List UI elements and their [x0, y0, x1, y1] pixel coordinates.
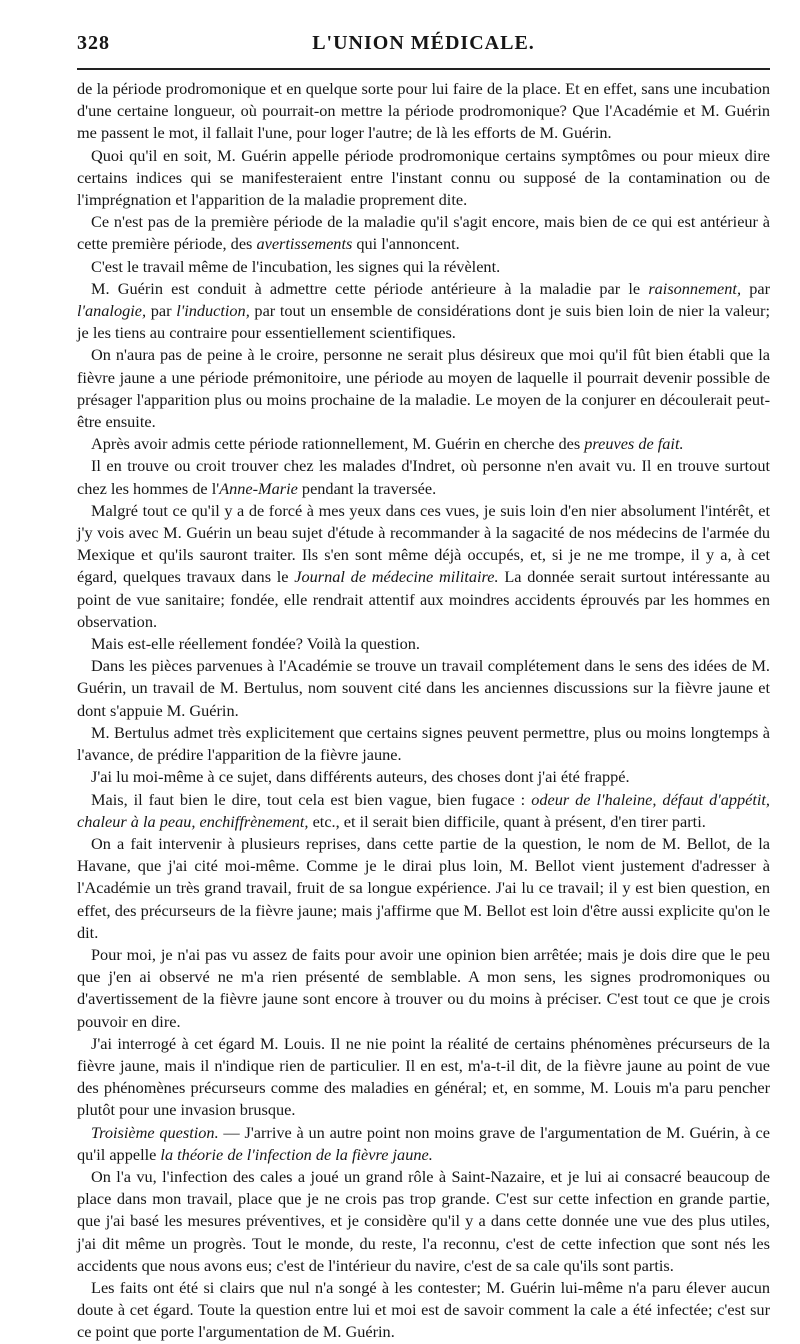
- text-run: par tout un ensemble de considérations dont je suis bien loin de nier la valeur; je les tiens au contraire pour essentiellement scientifiques.: [77, 301, 771, 343]
- para-prodromonique: [77, 145, 770, 212]
- text-run: qui l'annoncent.: [352, 234, 460, 254]
- para-troisieme-question: [77, 1122, 770, 1166]
- para-intro-continued: [77, 78, 770, 145]
- text-run: Après avoir admis cette période rationnellement, M. Guérin en cherche des: [91, 434, 585, 454]
- text-run: On a fait intervenir à plusieurs reprises, dans cette partie de la question, le nom de M. Bellot, de la Havane, que j'ai cité moi-même. Comme je le dirai plus loin, M. Bellot vient justement d'adresser à l'Académie un très grand travail, fruit de sa longue expérience. J'ai lu ce travail; il y est bien question, en effet, des précurseurs de la fièvre jaune; mais j'affirme que M. Bellot est loin d'être aussi explicite qu'on le dit.: [77, 833, 770, 942]
- para-bertulus-signes: [77, 722, 770, 766]
- para-premonitoire: [77, 344, 770, 433]
- italic-text: odeur de l'haleine, défaut d'appétit, chaleur à la peau, enchiffrènement,: [77, 789, 770, 831]
- text-run: M. Guérin est conduit à admettre cette période antérieure à la maladie par le: [91, 278, 649, 298]
- text-run: Mais est-elle réellement fondée? Voilà la question.: [91, 634, 420, 654]
- text-run: Il en trouve ou croit trouver chez les malades d'Indret, où personne n'en avait vu. Il en trouve surtout chez les hommes de l': [77, 456, 770, 498]
- text-run: pendant la traversée.: [297, 478, 437, 498]
- text-run: de la période prodromonique et en quelque sorte pour lui faire de la place. Et en effet, sans une incubation d'une certaine longueur, où pourrait-on mettre la période prodromonique? Que l'Académie et M. Guérin me passent le mot, il fallait l'une, pour loger l'autre; de là les efforts de M. Guérin.: [77, 79, 770, 143]
- text-run: Ce n'est pas de la première période de la maladie qu'il s'agit encore, mais bien de ce qui est antérieur à cette première période, des: [77, 212, 770, 254]
- italic-text: avertissements: [256, 234, 353, 254]
- running-title: L'UNION MÉDICALE.: [312, 32, 535, 54]
- text-run: J'ai interrogé à cet égard M. Louis. Il ne nie point la réalité de certains phénomènes précurseurs de la fièvre jaune, mais il n'indique rien de particulier. Il en est, m'a-t-il dit, de la fièvre jaune au point de vue des phénomènes précurseurs comme des maladies en général; et, en somme, M. Louis m'a paru pencher plutôt pour une invasion brusque.: [77, 1033, 770, 1120]
- text-run: etc., et il serait bien difficile, quant à présent, d'en tirer parti.: [308, 811, 706, 831]
- text-run: La donnée serait surtout intéressante au point de vue sanitaire; fondée, elle rendrait attentif aux moindres accidents éprouvés par les hommes en observation.: [77, 567, 770, 631]
- italic-text: l'analogie,: [77, 301, 147, 321]
- para-opinion: [77, 944, 770, 1033]
- text-run: C'est le travail même de l'incubation, les signes qui la révèlent.: [91, 256, 501, 276]
- para-incubation: [77, 256, 770, 278]
- text-run: M. Bertulus admet très explicitement que certains signes peuvent permettre, plus ou moins longtemps à l'avance, de prédire l'apparition de la fièvre jaune.: [77, 722, 770, 765]
- para-louis: [77, 1033, 770, 1122]
- para-bellot: [77, 833, 770, 944]
- para-fugace: [77, 789, 770, 833]
- italic-text: Anne-Marie: [219, 478, 298, 498]
- text-run: Mais, il faut bien le dire, tout cela est bien vague, bien fugace :: [91, 789, 532, 809]
- para-faits-clairs: [77, 1277, 770, 1344]
- article-body: [77, 78, 770, 1344]
- para-auteurs: [77, 766, 770, 788]
- text-run: J'ai lu moi-même à ce sujet, dans différents auteurs, des choses dont j'ai été frappé.: [91, 767, 630, 787]
- text-run: On l'a vu, l'infection des cales a joué un grand rôle à Saint-Nazaire, et je lui ai consacré beaucoup de place dans mon travail, place que je ne crois pas trop grande. C'est sur cette infection en grande partie, que j'ai basé les mesures préventives, et je considère qu'il y a dans cette donnée une vue des plus utiles, j'ai dit même un progrès. Tout le monde, du reste, l'a reconnu, c'est de cette infection que sont nés les accidents que nous avons eus; c'est de l'intérieur du navire, c'est de sa cale qu'ils sont partis.: [77, 1166, 770, 1275]
- para-saint-nazaire: [77, 1166, 770, 1277]
- text-run: On n'aura pas de peine à le croire, personne ne serait plus désireux que moi qu'il fût bien établi que la fièvre jaune a une période prémonitoire, une période au moyen de laquelle il pourrait devenir possible de présager l'apparition plus ou moins prochaine de la maladie. Le moyen de la conjurer en découlerait peut-être ensuite.: [77, 345, 770, 432]
- text-run: Pour moi, je n'ai pas vu assez de faits pour avoir une opinion bien arrêtée; mais je dois dire que le peu que j'en ai observé ne m'a rien présenté de semblable. A mon sens, les signes prodromoniques ou d'avertissement de la fièvre jaune sont encore à trouver ou du moins à préciser. C'est tout ce que je crois pouvoir en dire.: [77, 944, 770, 1031]
- italic-text: l'induction,: [176, 301, 250, 321]
- page-header: [77, 30, 770, 60]
- para-bertulus: [77, 655, 770, 722]
- text-run: par: [146, 301, 177, 321]
- header-rule: [77, 68, 770, 70]
- text-run: Dans les pièces parvenues à l'Académie se trouve un travail complétement dans le sens des idées de M. Guérin, un travail de M. Bertulus, nom souvent cité dans les anciennes discussions sur la fièvre jaune et dont s'appuie M. Guérin.: [77, 656, 770, 720]
- para-preuves-de-fait: [77, 433, 770, 455]
- italic-text: preuves de fait.: [584, 434, 684, 454]
- text-run: par: [741, 278, 771, 298]
- italic-text: Journal de médecine militaire.: [294, 567, 499, 587]
- italic-text: Troisième question.: [91, 1122, 219, 1142]
- para-avertissements: [77, 211, 770, 255]
- italic-text: raisonnement,: [648, 278, 742, 298]
- text-run: Malgré tout ce qu'il y a de forcé à mes yeux dans ces vues, je suis loin d'en nier absolument l'intérêt, et j'y vois avec M. Guérin un beau sujet d'étude à recommander à la sagacité de nos médecins de l'armée du Mexique et qu'ils sauront traiter. Ils s'en sont même déjà occupés, et, si je ne me trompe, il y a, à cet égard, quelques travaux dans le: [77, 500, 770, 587]
- para-raisonnement: [77, 278, 770, 345]
- text-run: — J'arrive à un autre point non moins grave de l'argumentation de M. Guérin, à ce qu'il appelle: [77, 1122, 770, 1164]
- para-question: [77, 633, 770, 655]
- para-mexique: [77, 500, 770, 633]
- para-indret: [77, 455, 770, 499]
- text-run: Quoi qu'il en soit, M. Guérin appelle période prodromonique certains symptômes ou pour mieux dire certains indices qui se manifesteraient entre l'instant connu ou supposé de la contamination ou de l'imprégnation et l'apparition de la maladie proprement dite.: [77, 145, 770, 210]
- italic-text: la théorie de l'infection de la fièvre jaune.: [160, 1144, 433, 1164]
- page-number: 328: [77, 32, 110, 54]
- text-run: Les faits ont été si clairs que nul n'a songé à les contester; M. Guérin lui-même n'a paru élever aucun doute à cet égard. Toute la question entre lui et moi est de savoir comment la cale a été infectée; c'est sur ce point que porte l'argumentation de M. Guérin.: [77, 1277, 770, 1342]
